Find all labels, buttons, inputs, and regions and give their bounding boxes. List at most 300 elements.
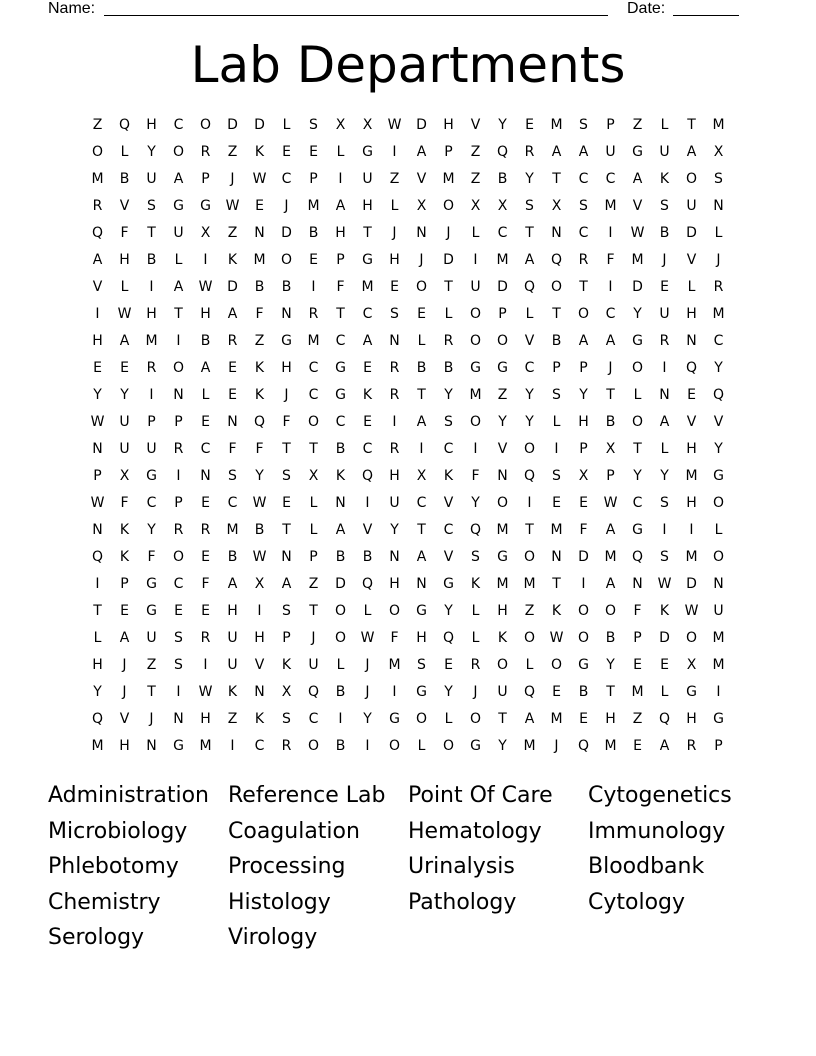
grid-letter: C [632,495,643,511]
grid-letter: B [335,684,346,700]
grid-letter: H [281,360,292,376]
grid-letter: A [227,306,238,322]
grid-letter: D [632,279,643,295]
grid-letter: P [579,441,588,457]
grid-letter: L [471,225,480,241]
grid-letter: I [176,468,181,484]
grid-letter: H [335,225,346,241]
grid-letter: D [227,117,238,133]
grid-row [84,139,734,166]
grid-letter: E [120,603,129,619]
grid-letter: B [497,171,508,187]
grid-letter: B [605,414,616,430]
grid-letter: B [254,522,265,538]
grid-letter: A [686,144,697,160]
grid-letter: R [524,144,535,160]
grid-letter: X [416,468,427,484]
grid-letter: Q [253,414,266,430]
grid-letter: R [713,279,724,295]
word-list-item: Phlebotomy [48,854,179,879]
grid-letter: H [119,252,130,268]
grid-letter: S [282,711,291,727]
grid-letter: E [201,495,210,511]
grid-letter: D [335,576,346,592]
grid-letter: A [335,522,346,538]
grid-letter: N [92,522,103,538]
grid-letter: L [309,522,318,538]
grid-letter: A [578,144,589,160]
grid-letter: U [308,657,319,673]
grid-row [84,301,734,328]
grid-letter: T [444,279,453,295]
grid-letter: G [335,360,346,376]
grid-letter: C [713,333,724,349]
word-list [48,778,788,956]
grid-letter: P [309,549,318,565]
grid-letter: O [631,360,644,376]
word-list-item: Bloodbank [588,854,705,879]
grid-letter: H [389,252,400,268]
grid-letter: N [92,441,103,457]
grid-letter: X [254,576,265,592]
grid-row [84,733,734,760]
grid-letter: M [199,738,212,754]
grid-letter: A [173,279,184,295]
grid-letter: I [662,522,667,538]
grid-row [84,625,734,652]
grid-letter: A [632,171,643,187]
grid-letter: Q [91,549,104,565]
grid-letter: P [444,144,453,160]
grid-letter: C [308,387,319,403]
grid-letter: U [605,144,616,160]
grid-letter: B [578,684,589,700]
grid-letter: E [201,549,210,565]
grid-letter: U [497,684,508,700]
grid-letter: B [335,441,346,457]
word-list-item: Serology [48,925,145,950]
grid-letter: M [631,684,644,700]
grid-letter: C [605,306,616,322]
grid-letter: T [687,117,696,133]
word-list-item: Administration [48,783,209,808]
grid-letter: G [578,657,589,673]
grid-letter: P [552,360,561,376]
grid-letter: I [392,414,397,430]
grid-row [84,274,734,301]
grid-letter: M [226,522,239,538]
grid-letter: I [230,738,235,754]
word-list-item: Cytology [588,889,686,915]
grid-letter: F [120,495,129,511]
grid-letter: E [93,360,102,376]
grid-letter: F [255,306,264,322]
grid-letter: Z [146,657,157,673]
grid-letter: U [659,144,670,160]
grid-letter: Q [361,468,374,484]
grid-letter: O [307,414,320,430]
grid-letter: J [230,171,235,187]
grid-letter: F [201,576,210,592]
grid-letter: J [608,360,613,376]
grid-letter: O [604,603,617,619]
grid-letter: E [363,360,372,376]
grid-letter: O [469,711,482,727]
grid-letter: B [227,549,238,565]
grid-letter: X [605,441,616,457]
grid-letter: D [686,576,697,592]
grid-letter: G [632,522,643,538]
grid-letter: D [497,279,508,295]
grid-letter: V [632,198,643,214]
grid-letter: I [473,252,478,268]
grid-letter: C [308,360,319,376]
grid-letter: J [419,252,424,268]
grid-letter: F [606,252,615,268]
grid-letter: M [91,171,104,187]
grid-letter: K [659,603,670,619]
grid-letter: M [307,333,320,349]
grid-letter: G [362,252,373,268]
grid-letter: B [659,225,670,241]
grid-letter: H [686,495,697,511]
grid-letter: T [498,711,507,727]
grid-letter: O [280,252,293,268]
word-list-item: Chemistry [48,889,161,915]
header [48,0,748,20]
grid-letter: O [172,360,185,376]
grid-letter: G [686,684,697,700]
word-list-item: Urinalysis [408,854,515,879]
grid-letter: A [416,414,427,430]
grid-letter: L [525,657,534,673]
grid-letter: C [173,576,184,592]
grid-letter: S [390,306,399,322]
grid-letter: W [360,630,375,646]
grid-letter: M [712,306,725,322]
grid-letter: A [119,333,130,349]
grid-letter: X [335,117,346,133]
grid-letter: J [122,684,127,700]
grid-letter: E [282,495,291,511]
grid-letter: L [525,306,534,322]
grid-letter: Q [712,387,725,403]
grid-letter: I [257,603,262,619]
grid-letter: Y [633,468,642,484]
grid-letter: Y [498,738,507,754]
grid-letter: X [578,468,589,484]
grid-letter: O [685,171,698,187]
grid-letter: P [309,171,318,187]
word-list-item: Cytogenetics [588,783,732,808]
grid-letter: W [90,414,105,430]
grid-letter: Y [147,522,156,538]
grid-letter: R [173,441,184,457]
grid-letter: D [227,279,238,295]
grid-letter: J [149,711,154,727]
grid-letter: Q [631,549,644,565]
grid-letter: B [443,360,454,376]
grid-letter: X [362,117,373,133]
grid-letter: R [200,630,211,646]
grid-letter: O [577,630,590,646]
grid-letter: A [119,630,130,646]
grid-letter: I [311,279,316,295]
grid-letter: R [173,522,184,538]
grid-row [84,247,734,274]
grid-letter: V [470,117,481,133]
grid-letter: J [554,738,559,754]
grid-letter: O [712,495,725,511]
grid-letter: Y [255,468,264,484]
grid-letter: J [662,252,667,268]
grid-letter: Y [93,387,102,403]
grid-letter: P [579,360,588,376]
grid-letter: P [201,171,210,187]
grid-letter: D [443,252,454,268]
grid-letter: M [388,657,401,673]
grid-letter: B [119,171,130,187]
grid-letter: I [716,684,721,700]
grid-letter: R [470,657,481,673]
grid-letter: O [712,549,725,565]
grid-letter: Y [444,684,453,700]
grid-letter: L [201,387,210,403]
grid-row [84,436,734,463]
grid-letter: G [200,198,211,214]
grid-letter: H [92,333,103,349]
grid-letter: I [176,333,181,349]
grid-letter: P [147,414,156,430]
grid-letter: M [685,549,698,565]
word-list-item: Coagulation [228,818,360,844]
grid-letter: E [282,144,291,160]
letter-grid [84,112,734,760]
grid-letter: Y [633,306,642,322]
grid-letter: T [147,684,156,700]
grid-letter: B [551,333,562,349]
grid-letter: P [174,495,183,511]
grid-letter: Z [227,144,238,160]
grid-letter: X [200,225,211,241]
grid-letter: W [252,549,267,565]
grid-letter: H [389,468,400,484]
grid-letter: U [119,441,130,457]
grid-letter: W [225,198,240,214]
grid-letter: A [524,252,535,268]
grid-letter: S [660,549,669,565]
grid-letter: I [338,171,343,187]
grid-letter: K [119,549,130,565]
grid-letter: C [173,117,184,133]
date-label: Date: [627,0,666,17]
grid-letter: I [365,495,370,511]
grid-letter: J [473,684,478,700]
word-list-item: Pathology [408,889,517,915]
grid-letter: O [523,549,536,565]
grid-letter: I [527,495,532,511]
grid-letter: P [714,738,723,754]
grid-row [84,490,734,517]
grid-letter: Z [470,144,481,160]
grid-letter: T [606,684,615,700]
grid-letter: I [419,441,424,457]
grid-letter: L [417,333,426,349]
grid-letter: O [172,549,185,565]
grid-letter: X [308,468,319,484]
grid-letter: H [227,603,238,619]
grid-letter: O [496,657,509,673]
grid-letter: E [552,495,561,511]
grid-letter: O [550,279,563,295]
grid-letter: A [605,576,616,592]
name-line [104,15,608,16]
grid-letter: V [443,549,454,565]
grid-letter: N [146,738,157,754]
word-list-item: Microbiology [48,818,188,844]
grid-letter: C [524,360,535,376]
grid-row [84,193,734,220]
grid-letter: Z [308,576,319,592]
grid-row [84,706,734,733]
grid-letter: E [390,279,399,295]
grid-letter: J [311,630,316,646]
grid-letter: K [254,360,265,376]
grid-letter: Q [685,360,698,376]
grid-letter: O [442,738,455,754]
grid-letter: S [579,198,588,214]
grid-letter: O [415,279,428,295]
grid-letter: E [660,279,669,295]
grid-letter: A [227,576,238,592]
grid-letter: J [446,225,451,241]
grid-letter: A [200,360,211,376]
grid-letter: X [713,144,724,160]
grid-letter: S [228,468,237,484]
grid-letter: M [550,117,563,133]
grid-letter: O [334,630,347,646]
grid-letter: U [713,603,724,619]
grid-letter: L [93,630,102,646]
grid-letter: I [95,576,100,592]
word-list-item: Point Of Care [408,783,553,808]
grid-letter: A [659,414,670,430]
grid-letter: K [362,387,373,403]
grid-letter: Z [227,225,238,241]
grid-letter: F [147,549,156,565]
grid-letter: R [578,252,589,268]
grid-letter: D [686,225,697,241]
grid-letter: Q [523,468,536,484]
grid-letter: S [660,495,669,511]
grid-letter: U [146,171,157,187]
name-label: Name: [48,0,96,17]
grid-letter: L [444,711,453,727]
grid-letter: O [496,495,509,511]
grid-letter: B [254,279,265,295]
grid-letter: X [119,468,130,484]
grid-letter: I [365,738,370,754]
grid-letter: E [444,657,453,673]
grid-letter: Y [147,144,156,160]
grid-letter: W [657,576,672,592]
grid-letter: D [659,630,670,646]
grid-letter: V [497,441,508,457]
grid-letter: R [200,144,211,160]
grid-letter: M [604,549,617,565]
grid-letter: K [254,144,265,160]
grid-letter: N [497,468,508,484]
grid-letter: C [578,171,589,187]
grid-letter: R [200,522,211,538]
word-list-item: Hematology [408,818,542,844]
grid-letter: Z [632,117,643,133]
grid-letter: N [416,225,427,241]
grid-letter: N [173,711,184,727]
grid-letter: Z [389,171,400,187]
grid-letter: F [579,522,588,538]
grid-letter: Q [91,711,104,727]
grid-letter: A [551,144,562,160]
grid-letter: W [684,603,699,619]
grid-letter: I [554,441,559,457]
grid-letter: W [198,684,213,700]
grid-letter: P [336,252,345,268]
grid-letter: H [389,576,400,592]
grid-letter: B [605,630,616,646]
grid-letter: E [687,387,696,403]
grid-letter: O [631,414,644,430]
grid-letter: T [147,225,156,241]
grid-letter: V [362,522,373,538]
grid-letter: J [365,684,370,700]
grid-letter: I [149,387,154,403]
grid-letter: A [416,549,427,565]
grid-letter: O [307,738,320,754]
grid-letter: O [685,630,698,646]
grid-letter: U [659,306,670,322]
grid-letter: B [416,360,427,376]
grid-letter: M [442,171,455,187]
grid-letter: D [578,549,589,565]
grid-row [84,544,734,571]
grid-letter: V [254,657,265,673]
grid-letter: M [685,468,698,484]
grid-letter: C [362,306,373,322]
grid-letter: X [416,198,427,214]
grid-letter: E [363,414,372,430]
grid-letter: E [201,414,210,430]
grid-letter: L [660,117,669,133]
grid-letter: U [173,225,184,241]
grid-letter: Q [91,225,104,241]
grid-letter: F [228,441,237,457]
grid-letter: L [309,495,318,511]
grid-row [84,517,734,544]
grid-letter: L [471,630,480,646]
grid-letter: J [365,657,370,673]
grid-letter: I [689,522,694,538]
grid-letter: K [119,522,130,538]
grid-letter: U [686,198,697,214]
grid-letter: F [255,441,264,457]
grid-letter: T [282,522,291,538]
grid-letter: R [308,306,319,322]
grid-letter: N [227,414,238,430]
grid-letter: T [552,306,561,322]
word-list-item: Histology [228,889,331,915]
grid-letter: N [389,549,400,565]
